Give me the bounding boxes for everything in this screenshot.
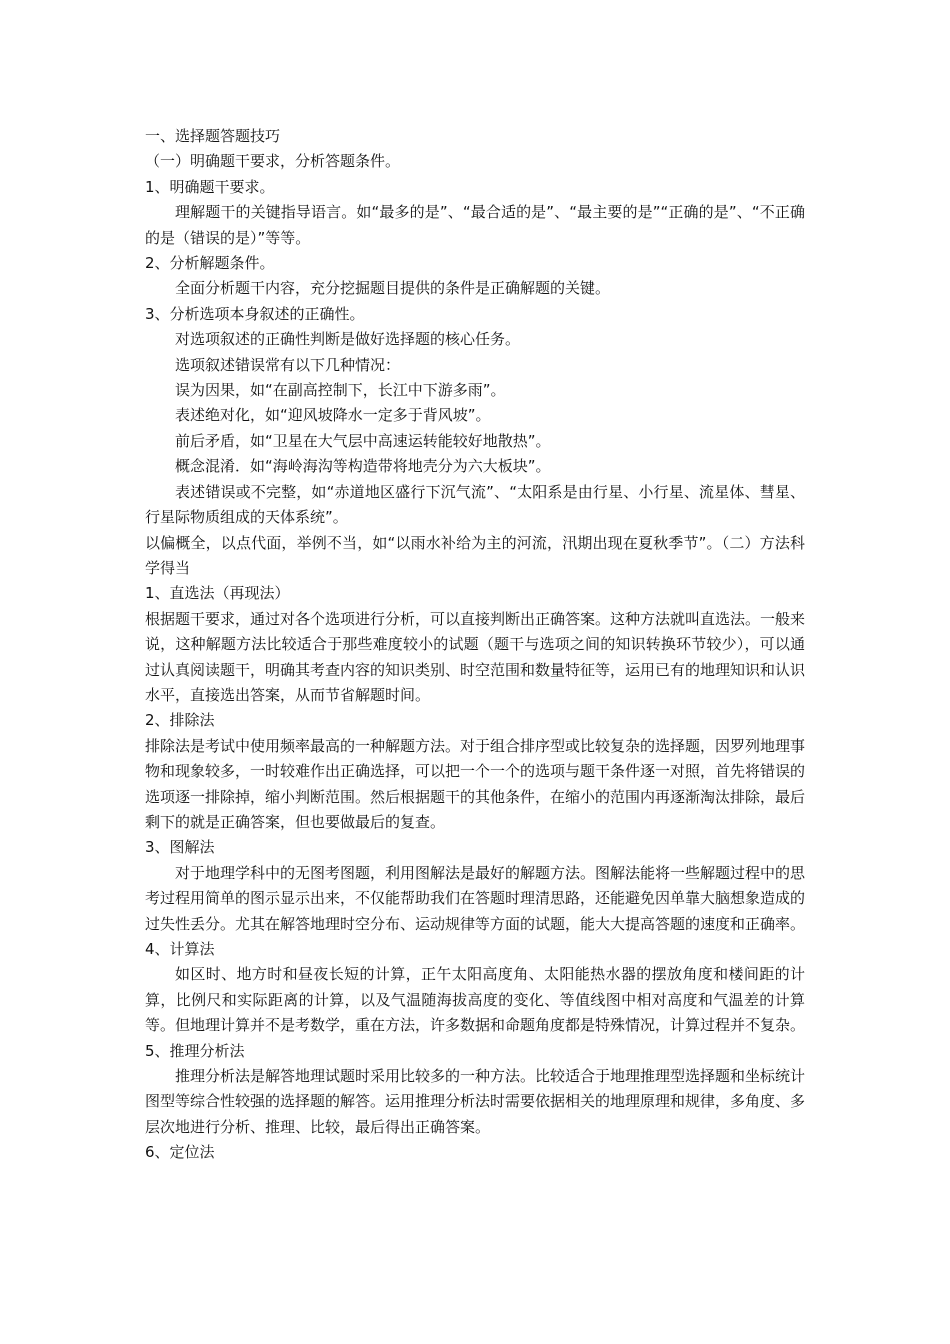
paragraph: 对选项叙述的正确性判断是做好选择题的核心任务。	[175, 330, 521, 349]
paragraph: 选项叙述错误常有以下几种情况：	[175, 355, 401, 374]
paragraph: 根据题干要求，通过对各个选项进行分析，可以直接判断出正确答案。这种方法就叫直选法。一般来说，这种解题方法比较适合于那些难度较小的试题（题干与选项之间的知识转换环节较少），可以通过认真阅读题干，明确其考查内容的知识类别、时空范围和数量特征等，运用已有的地理知识和认识水平，直接选出答案，从而节省解题时间。	[145, 609, 806, 704]
item-heading: 1、直选法（再现法）	[145, 584, 290, 603]
subsection-heading: （一）明确题干要求，分析答题条件。	[145, 152, 401, 171]
paragraph: 概念混淆．如“海岭海沟等构造带将地壳分为六大板块”。	[175, 457, 551, 476]
paragraph: 排除法是考试中使用频率最高的一种解题方法。对于组合排序型或比较复杂的选择题，因罗列地理事物和现象较多，一时较难作出正确选择，可以把一个一个的选项与题干条件逐一对照，首先将错误的选项逐一排除掉，缩小判断范围。然后根据题干的其他条件，在缩小的范围内再逐渐淘汰排除，最后剩下的就是正确答案，但也要做最后的复查。	[145, 736, 806, 831]
paragraph: 全面分析题干内容，充分挖掘题目提供的条件是正确解题的关键。	[175, 279, 611, 298]
paragraph: 以偏概全，以点代面，举例不当，如“以雨水补给为主的河流，汛期出现在夏秋季节”。（二）方法科学得当	[145, 533, 805, 577]
paragraph: 前后矛盾，如“卫星在大气层中高速运转能较好地散热”。	[175, 431, 551, 450]
paragraph: 表述绝对化，如“迎风坡降水一定多于背风坡”。	[175, 406, 491, 425]
item-heading: 4、计算法	[145, 940, 215, 958]
item-heading: 2、排除法	[145, 711, 215, 730]
item-heading: 5、推理分析法	[145, 1041, 245, 1060]
paragraph: 误为因果，如“在副高控制下，长江中下游多雨”。	[175, 381, 506, 400]
item-heading: 1、明确题干要求。	[145, 177, 275, 196]
item-heading: 3、分析选项本身叙述的正确性。	[145, 304, 365, 323]
paragraph: 推理分析法是解答地理试题时采用比较多的一种方法。比较适合于地理推理型选择题和坐标统计图型等综合性较强的选择题的解答。运用推理分析法时需要依据相关的地理原理和规律，多角度、多层次地进行分析、推理、比较，最后得出正确答案。	[145, 1067, 806, 1136]
document-body	[145, 124, 805, 1166]
item-heading: 6、定位法	[145, 1143, 215, 1162]
paragraph: 理解题干的关键指导语言。如“最多的是”、“最合适的是”、“最主要的是”“正确的是”、“不正确的是（错误的是）”等等。	[145, 203, 805, 247]
paragraph: 如区时、地方时和昼夜长短的计算，正午太阳高度角、太阳能热水器的摆放角度和楼间距的计算，比例尺和实际距离的计算，以及气温随海拔高度的变化、等值线图中相对高度和气温差的计算等。但地理计算并不是考数学，重在方法，许多数据和命题角度都是特殊情况，计算过程并不复杂。	[145, 965, 806, 1035]
section-heading: 一、选择题答题技巧	[145, 127, 281, 145]
paragraph: 对于地理学科中的无图考图题，利用图解法是最好的解题方法。图解法能将一些解题过程中的思考过程用简单的图示显示出来，不仅能帮助我们在答题时理清思路，还能避免因单靠大脑想象造成的过失性丢分。尤其在解答地理时空分布、运动规律等方面的试题，能大大提高答题的速度和正确率。	[145, 863, 806, 933]
item-heading: 3、图解法	[145, 838, 215, 857]
paragraph: 表述错误或不完整，如“赤道地区盛行下沉气流”、“太阳系是由行星、小行星、流星体、彗星、行星际物质组成的天体系统”。	[145, 482, 805, 527]
item-heading: 2、分析解题条件。	[145, 254, 275, 273]
